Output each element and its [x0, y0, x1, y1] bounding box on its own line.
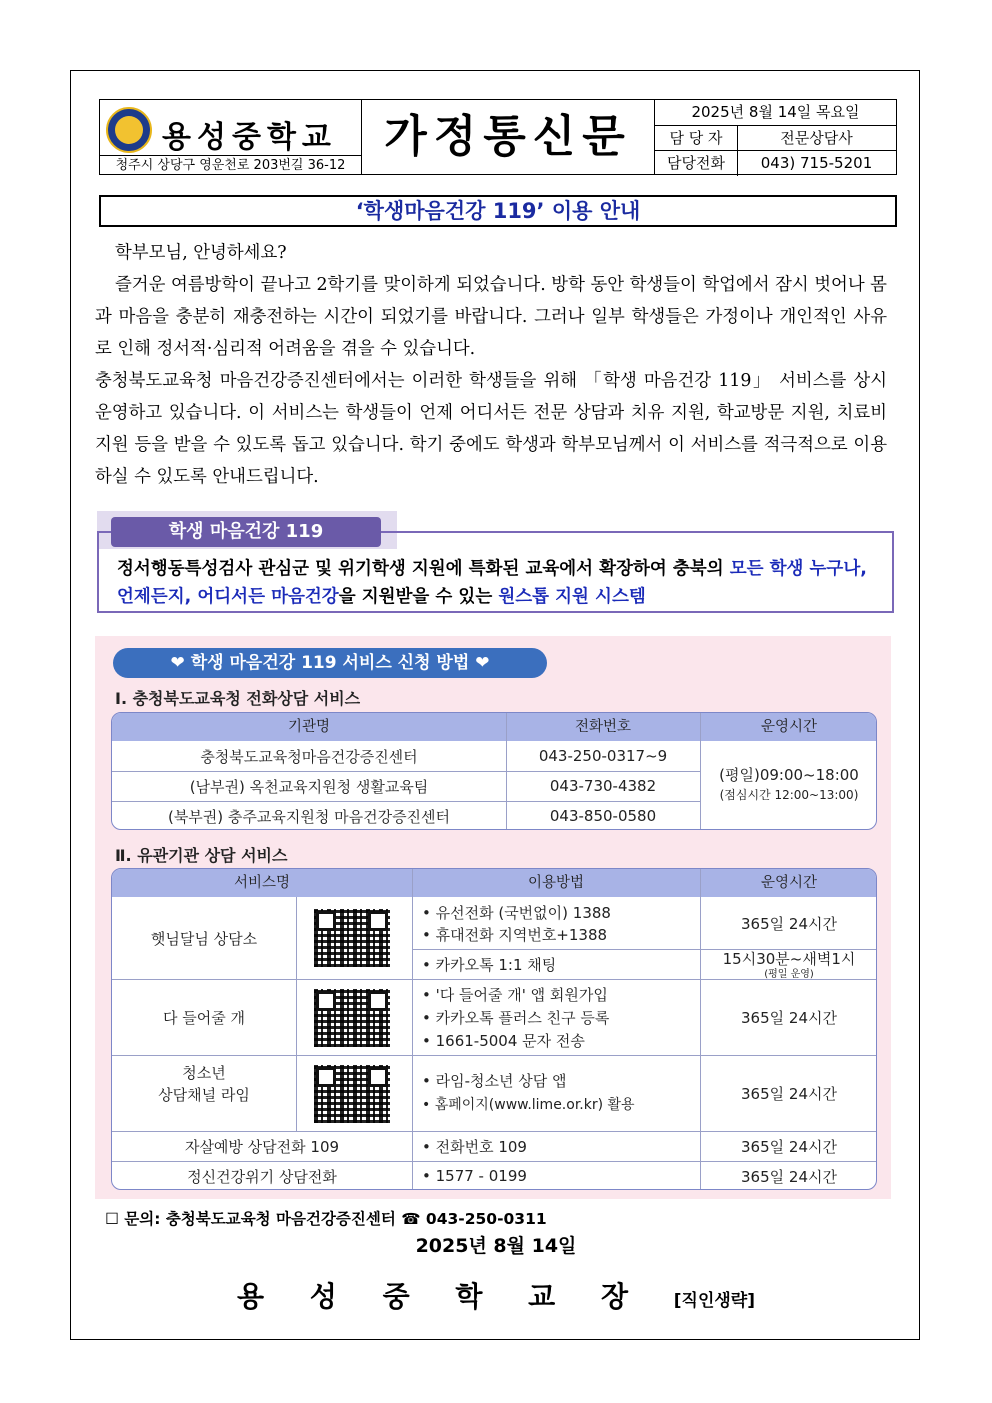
col-header: 운영시간 — [700, 869, 877, 897]
desc-highlight: 모든 학생 누구나, 언제든지, 어디서든 마음건강 — [117, 559, 867, 607]
org-name: 충청북도교육청마음건강증진센터 — [200, 747, 418, 766]
info-value: 전문상담사 — [780, 129, 853, 147]
desc-part: 정서행동특성검사 관심군 및 위기학생 지원에 특화된 교육에서 확장하여 충북의 — [117, 559, 730, 579]
letter-body — [95, 237, 887, 493]
paragraph-2: 충청북도교육청 마음건강증진센터에서는 이러한 학생들을 위해 「학생 마음건강 119」 서비스를 상시 운영하고 있습니다. 이 서비스는 학생들이 언제 어디서든 전문 상담과 치유 지원, 학교방문 지원, 치료비 지원 등을 받을 수 있도록 돕고 있습니다. 학기 중에도 학생과 학부모님께서 이 서비스를 적극적으로 이용하실 수 있도록 안내드립니다. — [95, 371, 887, 487]
usage-method: • 1661-5004 문자 전송 — [422, 1031, 585, 1050]
issue-date: 2025년 8월 14일 목요일 — [691, 103, 860, 121]
usage-method: • 휴대전화 지역번호+1388 — [422, 925, 608, 944]
usage-method: • 유선전화 (국번없이) 1388 — [422, 903, 611, 922]
phone-number[interactable]: 043-850-0580 — [549, 807, 657, 825]
operating-hours: 365일 24시간 — [741, 1167, 837, 1186]
page-title: 가정통신문 — [362, 99, 654, 175]
operating-hours: 365일 24시간 — [741, 1084, 837, 1103]
related-service-table — [111, 868, 877, 1190]
principal-title: 용 성 중 학 교 장 — [236, 1280, 647, 1313]
operating-hours: 365일 24시간 — [741, 1137, 837, 1156]
usage-method: • 카카오톡 1:1 채팅 — [422, 955, 557, 974]
org-name: (북부권) 충주교육지원청 마음건강증진센터 — [167, 807, 451, 826]
usage-method: • 카카오톡 플러스 친구 등록 — [422, 1008, 610, 1027]
qr-code-icon[interactable] — [314, 909, 390, 967]
phone-number[interactable]: 043-250-0317~9 — [538, 747, 668, 765]
operating-hours: 15시30분~새벽1시 — [722, 949, 856, 968]
school-address: 청주시 상당구 영운천로 203번길 36-12 — [100, 155, 361, 176]
poster-title: ❤ 학생 마음건강 119 서비스 신청 방법 ❤ — [113, 648, 547, 678]
school-emblem-icon — [106, 107, 152, 153]
operating-hours: 365일 24시간 — [741, 1008, 837, 1027]
operating-hours: 365일 24시간 — [741, 914, 837, 933]
qr-code-icon[interactable] — [314, 1065, 390, 1123]
service-name: 정신건강위기 상담전화 — [187, 1167, 337, 1186]
usage-method: • 홈페이지(www.lime.or.kr) 활용 — [422, 1097, 635, 1113]
phone-number[interactable]: 043-730-4382 — [549, 777, 657, 795]
page-frame — [70, 70, 920, 1340]
section-2-title: Ⅱ. 유관기관 상담 서비스 — [115, 846, 288, 865]
desc-highlight: 원스톱 지원 시스템 — [498, 587, 646, 607]
signature-line — [71, 1275, 921, 1315]
seal-note: [직인생략] — [673, 1291, 755, 1311]
info-row-phone — [655, 150, 896, 176]
phone-service-table — [111, 712, 877, 830]
info-key: 담 당 자 — [655, 126, 738, 151]
service-name: 청소년 — [182, 1063, 226, 1082]
usage-method: • 전화번호 109 — [422, 1137, 527, 1156]
section-1-title: Ⅰ. 충청북도교육청 전화상담 서비스 — [115, 689, 361, 708]
info-table — [654, 99, 897, 175]
usage-method: • 라임-청소년 상담 앱 — [422, 1071, 567, 1090]
letter-date: 2025년 8월 14일 — [415, 1235, 577, 1257]
service-name: 상담채널 라임 — [158, 1085, 250, 1104]
info-row-manager — [655, 125, 896, 151]
col-header: 서비스명 — [112, 869, 412, 897]
col-header: 전화번호 — [506, 713, 700, 741]
operating-hours: (평일)09:00~18:00 — [719, 765, 859, 784]
col-header: 기관명 — [112, 713, 506, 741]
greeting: 학부모님, 안녕하세요? — [115, 243, 287, 263]
col-header: 운영시간 — [700, 713, 877, 741]
service-name: 자살예방 상담전화 109 — [184, 1137, 340, 1156]
lunch-hours: (점심시간 12:00~13:00) — [719, 787, 859, 802]
paragraph-1: 즐거운 여름방학이 끝나고 2학기를 맞이하게 되었습니다. 방학 동안 학생들이 학업에서 잠시 벗어나 몸과 마음을 충분히 재충전하는 시간이 되었기를 바랍니다. 그러나 일부 학생들은 가정이나 개인적인 사유로 인해 정서적·심리적 어려움을 겪을 수 있습니다. — [95, 275, 887, 359]
service-poster — [95, 636, 891, 1199]
letter-header — [99, 99, 899, 177]
school-logo-box — [99, 99, 362, 175]
school-name: 용성중학교 — [162, 120, 337, 155]
usage-method: • '다 들어줄 개' 앱 회원가입 — [422, 985, 608, 1004]
service-name: 다 들어줄 개 — [163, 1008, 245, 1027]
service-tag: 학생 마음건강 119 — [111, 517, 381, 547]
contact-info: ☐ 문의: 충청북도교육청 마음건강증진센터 ☎ 043-250-0311 — [105, 1210, 547, 1228]
qr-code-icon[interactable] — [314, 989, 390, 1047]
info-key: 담당전화 — [655, 151, 738, 176]
service-name: 햇님달님 상담소 — [150, 929, 258, 948]
usage-method: • 1577 - 0199 — [422, 1167, 527, 1185]
org-name: (남부권) 옥천교육지원청 생활교육팀 — [189, 777, 429, 796]
desc-part: 을 지원받을 수 있는 — [338, 587, 499, 607]
col-header: 이용방법 — [412, 869, 700, 897]
info-value: 043) 715-5201 — [760, 154, 873, 172]
weekday-note: (평일 운영) — [764, 968, 814, 980]
subject-title: ‘학생마음건강 119’ 이용 안내 — [99, 195, 897, 227]
